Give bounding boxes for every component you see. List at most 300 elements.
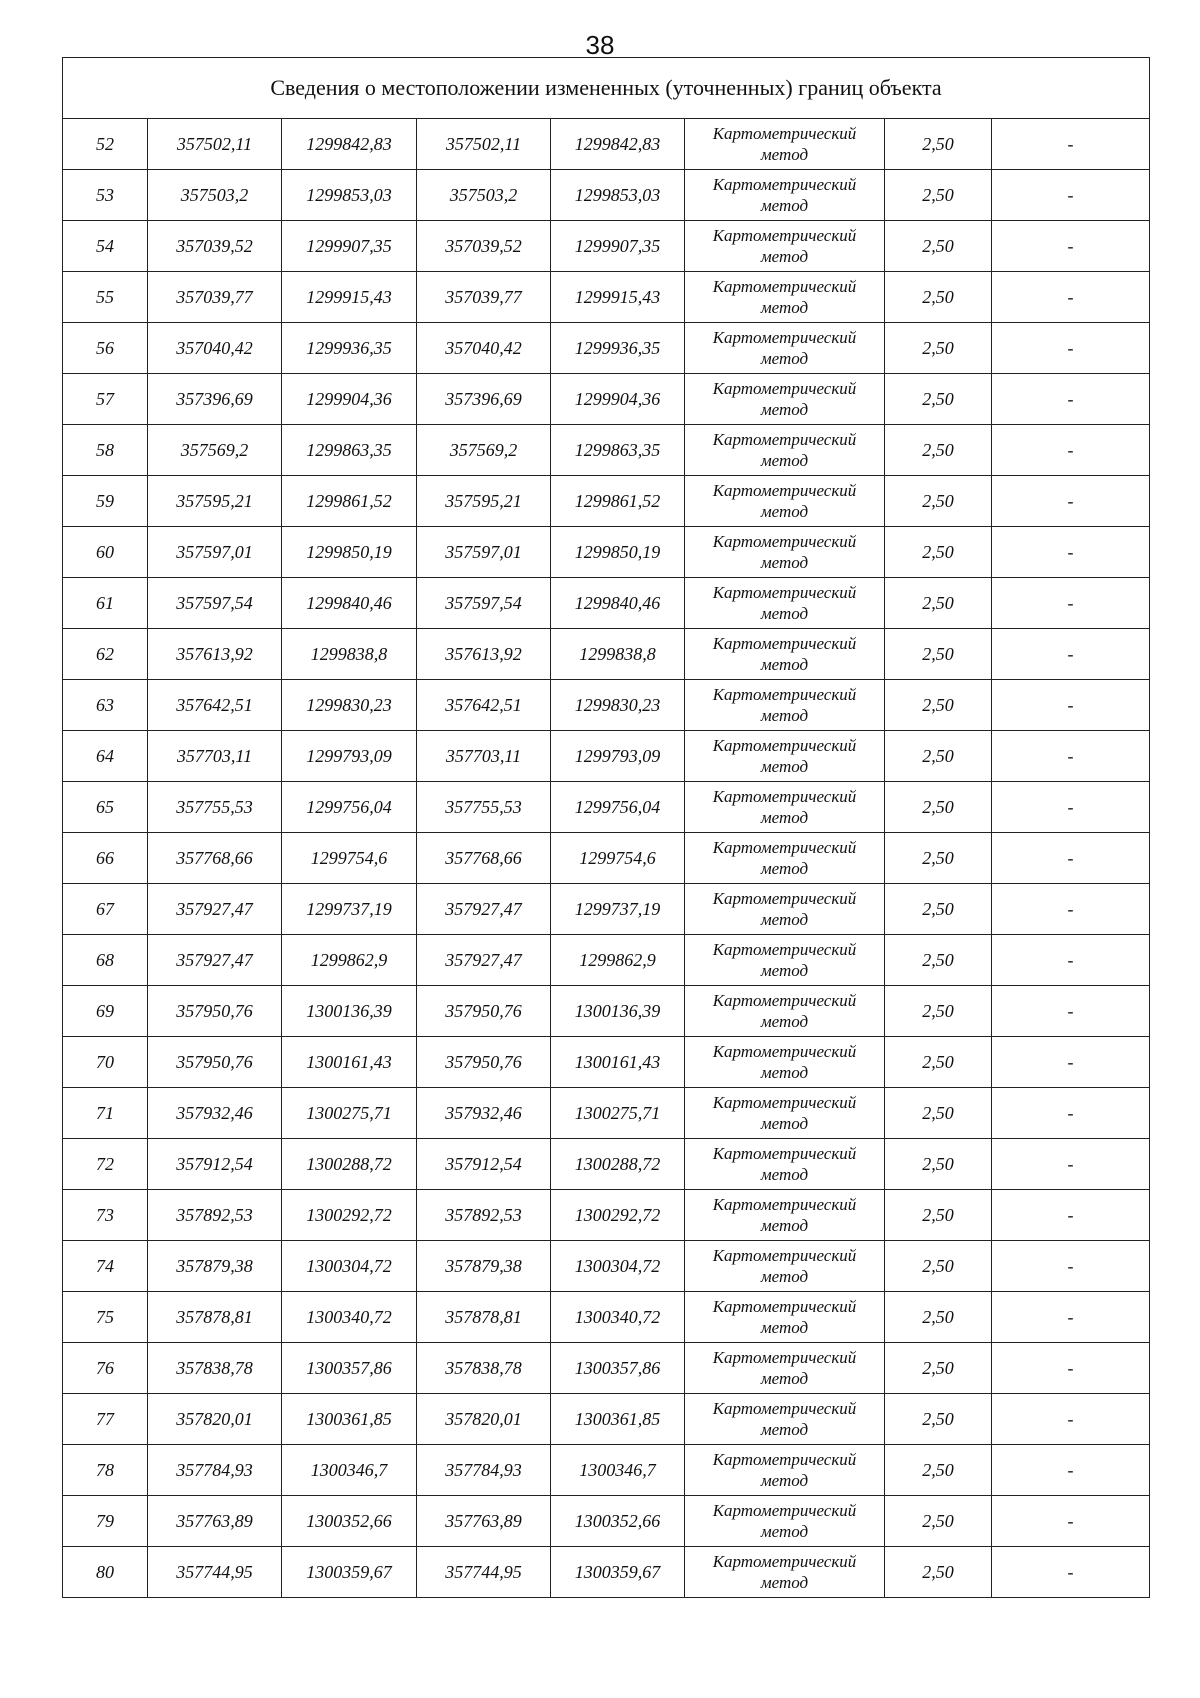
- note-cell: -: [992, 680, 1150, 731]
- note-cell: -: [992, 782, 1150, 833]
- refined-y-cell: 1299907,35: [551, 221, 685, 272]
- existing-x-cell: 357744,95: [148, 1547, 282, 1598]
- note-cell: -: [992, 1088, 1150, 1139]
- table-title: Сведения о местоположении измененных (уточненных) границ объекта: [63, 58, 1150, 119]
- existing-x-cell: 357878,81: [148, 1292, 282, 1343]
- refined-x-cell: 357396,69: [417, 374, 551, 425]
- method-text: Картометрический: [712, 991, 857, 1010]
- note-cell: -: [992, 986, 1150, 1037]
- point-number-cell: 71: [63, 1088, 148, 1139]
- method-cell: [685, 527, 885, 578]
- method-cell: [685, 323, 885, 374]
- method-text: Картометрический: [712, 940, 857, 959]
- method-cell: [685, 1547, 885, 1598]
- refined-y-cell: 1299842,83: [551, 119, 685, 170]
- method-cell: [685, 680, 885, 731]
- existing-x-cell: 357784,93: [148, 1445, 282, 1496]
- accuracy-cell: 2,50: [885, 1139, 992, 1190]
- method-text: Картометрический: [712, 1552, 857, 1571]
- table-row: [63, 1292, 1150, 1343]
- accuracy-cell: 2,50: [885, 731, 992, 782]
- refined-x-cell: 357040,42: [417, 323, 551, 374]
- point-number-cell: 67: [63, 884, 148, 935]
- point-number-cell: 80: [63, 1547, 148, 1598]
- method-text: Картометрический: [712, 175, 857, 194]
- method-cell: [685, 731, 885, 782]
- method-text: метод: [760, 196, 809, 215]
- note-cell: -: [992, 731, 1150, 782]
- method-text: Картометрический: [712, 1399, 857, 1418]
- accuracy-cell: 2,50: [885, 1445, 992, 1496]
- refined-y-cell: 1299862,9: [551, 935, 685, 986]
- refined-x-cell: 357569,2: [417, 425, 551, 476]
- refined-x-cell: 357912,54: [417, 1139, 551, 1190]
- note-cell: -: [992, 1037, 1150, 1088]
- method-text: метод: [760, 910, 809, 929]
- point-number-cell: 75: [63, 1292, 148, 1343]
- table-body: [63, 58, 1150, 1598]
- refined-x-cell: 357597,54: [417, 578, 551, 629]
- point-number-cell: 63: [63, 680, 148, 731]
- accuracy-cell: 2,50: [885, 272, 992, 323]
- table-title-row: [63, 58, 1150, 119]
- refined-x-cell: 357595,21: [417, 476, 551, 527]
- method-cell: [685, 476, 885, 527]
- method-cell: [685, 833, 885, 884]
- method-text: Картометрический: [712, 1093, 857, 1112]
- method-text: Картометрический: [712, 124, 857, 143]
- refined-x-cell: 357879,38: [417, 1241, 551, 1292]
- accuracy-cell: 2,50: [885, 1496, 992, 1547]
- point-number-cell: 55: [63, 272, 148, 323]
- method-cell: [685, 1037, 885, 1088]
- refined-y-cell: 1299863,35: [551, 425, 685, 476]
- method-text: метод: [760, 1522, 809, 1541]
- point-number-cell: 68: [63, 935, 148, 986]
- refined-y-cell: 1299853,03: [551, 170, 685, 221]
- existing-y-cell: 1300304,72: [282, 1241, 417, 1292]
- table-row: [63, 272, 1150, 323]
- method-text: Картометрический: [712, 583, 857, 602]
- note-cell: -: [992, 833, 1150, 884]
- accuracy-cell: 2,50: [885, 1241, 992, 1292]
- refined-y-cell: 1300292,72: [551, 1190, 685, 1241]
- table-row: [63, 731, 1150, 782]
- existing-y-cell: 1300161,43: [282, 1037, 417, 1088]
- existing-x-cell: 357932,46: [148, 1088, 282, 1139]
- method-cell: [685, 986, 885, 1037]
- existing-y-cell: 1299793,09: [282, 731, 417, 782]
- method-text: метод: [760, 247, 809, 266]
- method-text: Картометрический: [712, 226, 857, 245]
- table-row: [63, 1496, 1150, 1547]
- existing-x-cell: 357396,69: [148, 374, 282, 425]
- method-text: Картометрический: [712, 1297, 857, 1316]
- method-text: Картометрический: [712, 532, 857, 551]
- refined-x-cell: 357744,95: [417, 1547, 551, 1598]
- method-text: метод: [760, 451, 809, 470]
- point-number-cell: 54: [63, 221, 148, 272]
- refined-x-cell: 357502,11: [417, 119, 551, 170]
- method-text: Картометрический: [712, 481, 857, 500]
- existing-y-cell: 1299861,52: [282, 476, 417, 527]
- table-row: [63, 374, 1150, 425]
- refined-x-cell: 357932,46: [417, 1088, 551, 1139]
- refined-y-cell: 1300359,67: [551, 1547, 685, 1598]
- note-cell: -: [992, 935, 1150, 986]
- table-row: [63, 527, 1150, 578]
- method-text: метод: [760, 1216, 809, 1235]
- table-row: [63, 782, 1150, 833]
- accuracy-cell: 2,50: [885, 833, 992, 884]
- accuracy-cell: 2,50: [885, 884, 992, 935]
- point-number-cell: 79: [63, 1496, 148, 1547]
- point-number-cell: 73: [63, 1190, 148, 1241]
- note-cell: -: [992, 629, 1150, 680]
- table-row: [63, 884, 1150, 935]
- note-cell: -: [992, 884, 1150, 935]
- method-cell: [685, 1394, 885, 1445]
- existing-x-cell: 357820,01: [148, 1394, 282, 1445]
- existing-y-cell: 1299842,83: [282, 119, 417, 170]
- method-text: метод: [760, 349, 809, 368]
- method-text: Картометрический: [712, 1501, 857, 1520]
- method-text: метод: [760, 604, 809, 623]
- refined-x-cell: 357703,11: [417, 731, 551, 782]
- note-cell: -: [992, 1343, 1150, 1394]
- refined-y-cell: 1300352,66: [551, 1496, 685, 1547]
- refined-x-cell: 357927,47: [417, 884, 551, 935]
- method-cell: [685, 272, 885, 323]
- method-text: Картометрический: [712, 1144, 857, 1163]
- table-row: [63, 1547, 1150, 1598]
- refined-y-cell: 1299830,23: [551, 680, 685, 731]
- accuracy-cell: 2,50: [885, 170, 992, 221]
- method-text: метод: [760, 808, 809, 827]
- point-number-cell: 74: [63, 1241, 148, 1292]
- note-cell: -: [992, 578, 1150, 629]
- existing-x-cell: 357642,51: [148, 680, 282, 731]
- method-text: Картометрический: [712, 787, 857, 806]
- note-cell: -: [992, 119, 1150, 170]
- refined-y-cell: 1299861,52: [551, 476, 685, 527]
- table-row: [63, 425, 1150, 476]
- method-text: Картометрический: [712, 838, 857, 857]
- refined-y-cell: 1299756,04: [551, 782, 685, 833]
- existing-x-cell: 357039,77: [148, 272, 282, 323]
- refined-y-cell: 1300136,39: [551, 986, 685, 1037]
- accuracy-cell: 2,50: [885, 119, 992, 170]
- note-cell: -: [992, 1139, 1150, 1190]
- table-row: [63, 578, 1150, 629]
- existing-x-cell: 357755,53: [148, 782, 282, 833]
- method-text: метод: [760, 706, 809, 725]
- existing-x-cell: 357569,2: [148, 425, 282, 476]
- refined-y-cell: 1299904,36: [551, 374, 685, 425]
- accuracy-cell: 2,50: [885, 986, 992, 1037]
- existing-y-cell: 1299830,23: [282, 680, 417, 731]
- table-row: [63, 1190, 1150, 1241]
- existing-y-cell: 1299737,19: [282, 884, 417, 935]
- method-cell: [685, 1139, 885, 1190]
- refined-y-cell: 1300288,72: [551, 1139, 685, 1190]
- note-cell: -: [992, 476, 1150, 527]
- existing-y-cell: 1299862,9: [282, 935, 417, 986]
- method-text: Картометрический: [712, 1348, 857, 1367]
- refined-y-cell: 1300304,72: [551, 1241, 685, 1292]
- method-text: метод: [760, 1573, 809, 1592]
- method-text: метод: [760, 1114, 809, 1133]
- point-number-cell: 62: [63, 629, 148, 680]
- method-text: метод: [760, 1369, 809, 1388]
- accuracy-cell: 2,50: [885, 935, 992, 986]
- point-number-cell: 53: [63, 170, 148, 221]
- point-number-cell: 61: [63, 578, 148, 629]
- method-text: Картометрический: [712, 430, 857, 449]
- refined-y-cell: 1299915,43: [551, 272, 685, 323]
- method-text: метод: [760, 655, 809, 674]
- existing-y-cell: 1300346,7: [282, 1445, 417, 1496]
- accuracy-cell: 2,50: [885, 1037, 992, 1088]
- note-cell: -: [992, 221, 1150, 272]
- table-row: [63, 221, 1150, 272]
- note-cell: -: [992, 323, 1150, 374]
- method-text: метод: [760, 859, 809, 878]
- existing-x-cell: 357597,54: [148, 578, 282, 629]
- table-row: [63, 1139, 1150, 1190]
- method-text: Картометрический: [712, 1450, 857, 1469]
- method-cell: [685, 425, 885, 476]
- method-cell: [685, 1496, 885, 1547]
- existing-x-cell: 357703,11: [148, 731, 282, 782]
- refined-x-cell: 357892,53: [417, 1190, 551, 1241]
- refined-x-cell: 357039,52: [417, 221, 551, 272]
- note-cell: -: [992, 1190, 1150, 1241]
- refined-x-cell: 357950,76: [417, 986, 551, 1037]
- table-row: [63, 1241, 1150, 1292]
- existing-y-cell: 1299754,6: [282, 833, 417, 884]
- existing-y-cell: 1300292,72: [282, 1190, 417, 1241]
- existing-x-cell: 357502,11: [148, 119, 282, 170]
- method-text: Картометрический: [712, 379, 857, 398]
- accuracy-cell: 2,50: [885, 476, 992, 527]
- table-row: [63, 935, 1150, 986]
- method-cell: [685, 578, 885, 629]
- note-cell: -: [992, 1394, 1150, 1445]
- refined-y-cell: 1299754,6: [551, 833, 685, 884]
- accuracy-cell: 2,50: [885, 782, 992, 833]
- table-row: [63, 1037, 1150, 1088]
- existing-y-cell: 1300136,39: [282, 986, 417, 1037]
- method-cell: [685, 1445, 885, 1496]
- existing-y-cell: 1299904,36: [282, 374, 417, 425]
- existing-y-cell: 1299907,35: [282, 221, 417, 272]
- refined-y-cell: 1300346,7: [551, 1445, 685, 1496]
- point-number-cell: 56: [63, 323, 148, 374]
- note-cell: -: [992, 1496, 1150, 1547]
- method-text: Картометрический: [712, 1246, 857, 1265]
- refined-x-cell: 357950,76: [417, 1037, 551, 1088]
- accuracy-cell: 2,50: [885, 1088, 992, 1139]
- accuracy-cell: 2,50: [885, 1292, 992, 1343]
- method-cell: [685, 221, 885, 272]
- existing-y-cell: 1300359,67: [282, 1547, 417, 1598]
- refined-x-cell: 357039,77: [417, 272, 551, 323]
- method-text: метод: [760, 1267, 809, 1286]
- boundary-coordinates-table: [62, 57, 1150, 1598]
- method-text: метод: [760, 1471, 809, 1490]
- method-text: метод: [760, 145, 809, 164]
- accuracy-cell: 2,50: [885, 578, 992, 629]
- method-text: Картометрический: [712, 1042, 857, 1061]
- method-text: метод: [760, 1318, 809, 1337]
- refined-y-cell: 1299936,35: [551, 323, 685, 374]
- method-cell: [685, 1241, 885, 1292]
- table-row: [63, 986, 1150, 1037]
- point-number-cell: 72: [63, 1139, 148, 1190]
- existing-x-cell: 357040,42: [148, 323, 282, 374]
- refined-y-cell: 1300275,71: [551, 1088, 685, 1139]
- table-row: [63, 170, 1150, 221]
- refined-y-cell: 1299838,8: [551, 629, 685, 680]
- method-text: метод: [760, 1063, 809, 1082]
- existing-y-cell: 1300275,71: [282, 1088, 417, 1139]
- existing-y-cell: 1299850,19: [282, 527, 417, 578]
- refined-y-cell: 1300357,86: [551, 1343, 685, 1394]
- method-text: метод: [760, 553, 809, 572]
- method-cell: [685, 1190, 885, 1241]
- method-cell: [685, 119, 885, 170]
- accuracy-cell: 2,50: [885, 1394, 992, 1445]
- existing-y-cell: 1299756,04: [282, 782, 417, 833]
- method-cell: [685, 1292, 885, 1343]
- point-number-cell: 65: [63, 782, 148, 833]
- accuracy-cell: 2,50: [885, 1547, 992, 1598]
- point-number-cell: 52: [63, 119, 148, 170]
- refined-x-cell: 357784,93: [417, 1445, 551, 1496]
- existing-x-cell: 357763,89: [148, 1496, 282, 1547]
- existing-x-cell: 357912,54: [148, 1139, 282, 1190]
- accuracy-cell: 2,50: [885, 680, 992, 731]
- existing-x-cell: 357768,66: [148, 833, 282, 884]
- note-cell: -: [992, 1292, 1150, 1343]
- existing-y-cell: 1299915,43: [282, 272, 417, 323]
- method-text: метод: [760, 502, 809, 521]
- existing-y-cell: 1300361,85: [282, 1394, 417, 1445]
- table-row: [63, 1343, 1150, 1394]
- method-text: метод: [760, 1420, 809, 1439]
- note-cell: -: [992, 425, 1150, 476]
- accuracy-cell: 2,50: [885, 425, 992, 476]
- refined-y-cell: 1299840,46: [551, 578, 685, 629]
- refined-x-cell: 357503,2: [417, 170, 551, 221]
- existing-y-cell: 1299853,03: [282, 170, 417, 221]
- existing-y-cell: 1300352,66: [282, 1496, 417, 1547]
- method-cell: [685, 782, 885, 833]
- method-text: Картометрический: [712, 889, 857, 908]
- accuracy-cell: 2,50: [885, 1190, 992, 1241]
- method-cell: [685, 170, 885, 221]
- refined-x-cell: 357755,53: [417, 782, 551, 833]
- existing-y-cell: 1299863,35: [282, 425, 417, 476]
- method-text: метод: [760, 298, 809, 317]
- method-text: метод: [760, 961, 809, 980]
- accuracy-cell: 2,50: [885, 323, 992, 374]
- existing-y-cell: 1300288,72: [282, 1139, 417, 1190]
- existing-y-cell: 1299838,8: [282, 629, 417, 680]
- accuracy-cell: 2,50: [885, 221, 992, 272]
- note-cell: -: [992, 1547, 1150, 1598]
- table-row: [63, 629, 1150, 680]
- method-text: Картометрический: [712, 1195, 857, 1214]
- note-cell: -: [992, 374, 1150, 425]
- existing-x-cell: 357039,52: [148, 221, 282, 272]
- method-text: Картометрический: [712, 634, 857, 653]
- method-cell: [685, 1088, 885, 1139]
- existing-x-cell: 357879,38: [148, 1241, 282, 1292]
- note-cell: -: [992, 170, 1150, 221]
- table-row: [63, 476, 1150, 527]
- refined-x-cell: 357613,92: [417, 629, 551, 680]
- existing-x-cell: 357838,78: [148, 1343, 282, 1394]
- refined-y-cell: 1299793,09: [551, 731, 685, 782]
- accuracy-cell: 2,50: [885, 527, 992, 578]
- method-text: Картометрический: [712, 685, 857, 704]
- point-number-cell: 70: [63, 1037, 148, 1088]
- table-row: [63, 119, 1150, 170]
- existing-x-cell: 357595,21: [148, 476, 282, 527]
- point-number-cell: 76: [63, 1343, 148, 1394]
- refined-x-cell: 357597,01: [417, 527, 551, 578]
- method-cell: [685, 935, 885, 986]
- refined-y-cell: 1300161,43: [551, 1037, 685, 1088]
- method-text: Картометрический: [712, 736, 857, 755]
- refined-y-cell: 1299850,19: [551, 527, 685, 578]
- refined-x-cell: 357820,01: [417, 1394, 551, 1445]
- method-cell: [685, 1343, 885, 1394]
- method-cell: [685, 884, 885, 935]
- method-cell: [685, 629, 885, 680]
- existing-x-cell: 357597,01: [148, 527, 282, 578]
- method-text: Картометрический: [712, 328, 857, 347]
- accuracy-cell: 2,50: [885, 1343, 992, 1394]
- point-number-cell: 58: [63, 425, 148, 476]
- existing-y-cell: 1300340,72: [282, 1292, 417, 1343]
- point-number-cell: 64: [63, 731, 148, 782]
- refined-x-cell: 357838,78: [417, 1343, 551, 1394]
- method-cell: [685, 374, 885, 425]
- existing-x-cell: 357503,2: [148, 170, 282, 221]
- existing-x-cell: 357892,53: [148, 1190, 282, 1241]
- existing-y-cell: 1299936,35: [282, 323, 417, 374]
- accuracy-cell: 2,50: [885, 629, 992, 680]
- method-text: метод: [760, 1012, 809, 1031]
- point-number-cell: 66: [63, 833, 148, 884]
- refined-x-cell: 357768,66: [417, 833, 551, 884]
- note-cell: -: [992, 272, 1150, 323]
- point-number-cell: 60: [63, 527, 148, 578]
- page-number: 38: [585, 30, 615, 60]
- table-row: [63, 833, 1150, 884]
- point-number-cell: 78: [63, 1445, 148, 1496]
- existing-x-cell: 357950,76: [148, 986, 282, 1037]
- method-text: метод: [760, 757, 809, 776]
- refined-x-cell: 357927,47: [417, 935, 551, 986]
- point-number-cell: 57: [63, 374, 148, 425]
- existing-x-cell: 357613,92: [148, 629, 282, 680]
- refined-x-cell: 357878,81: [417, 1292, 551, 1343]
- refined-x-cell: 357763,89: [417, 1496, 551, 1547]
